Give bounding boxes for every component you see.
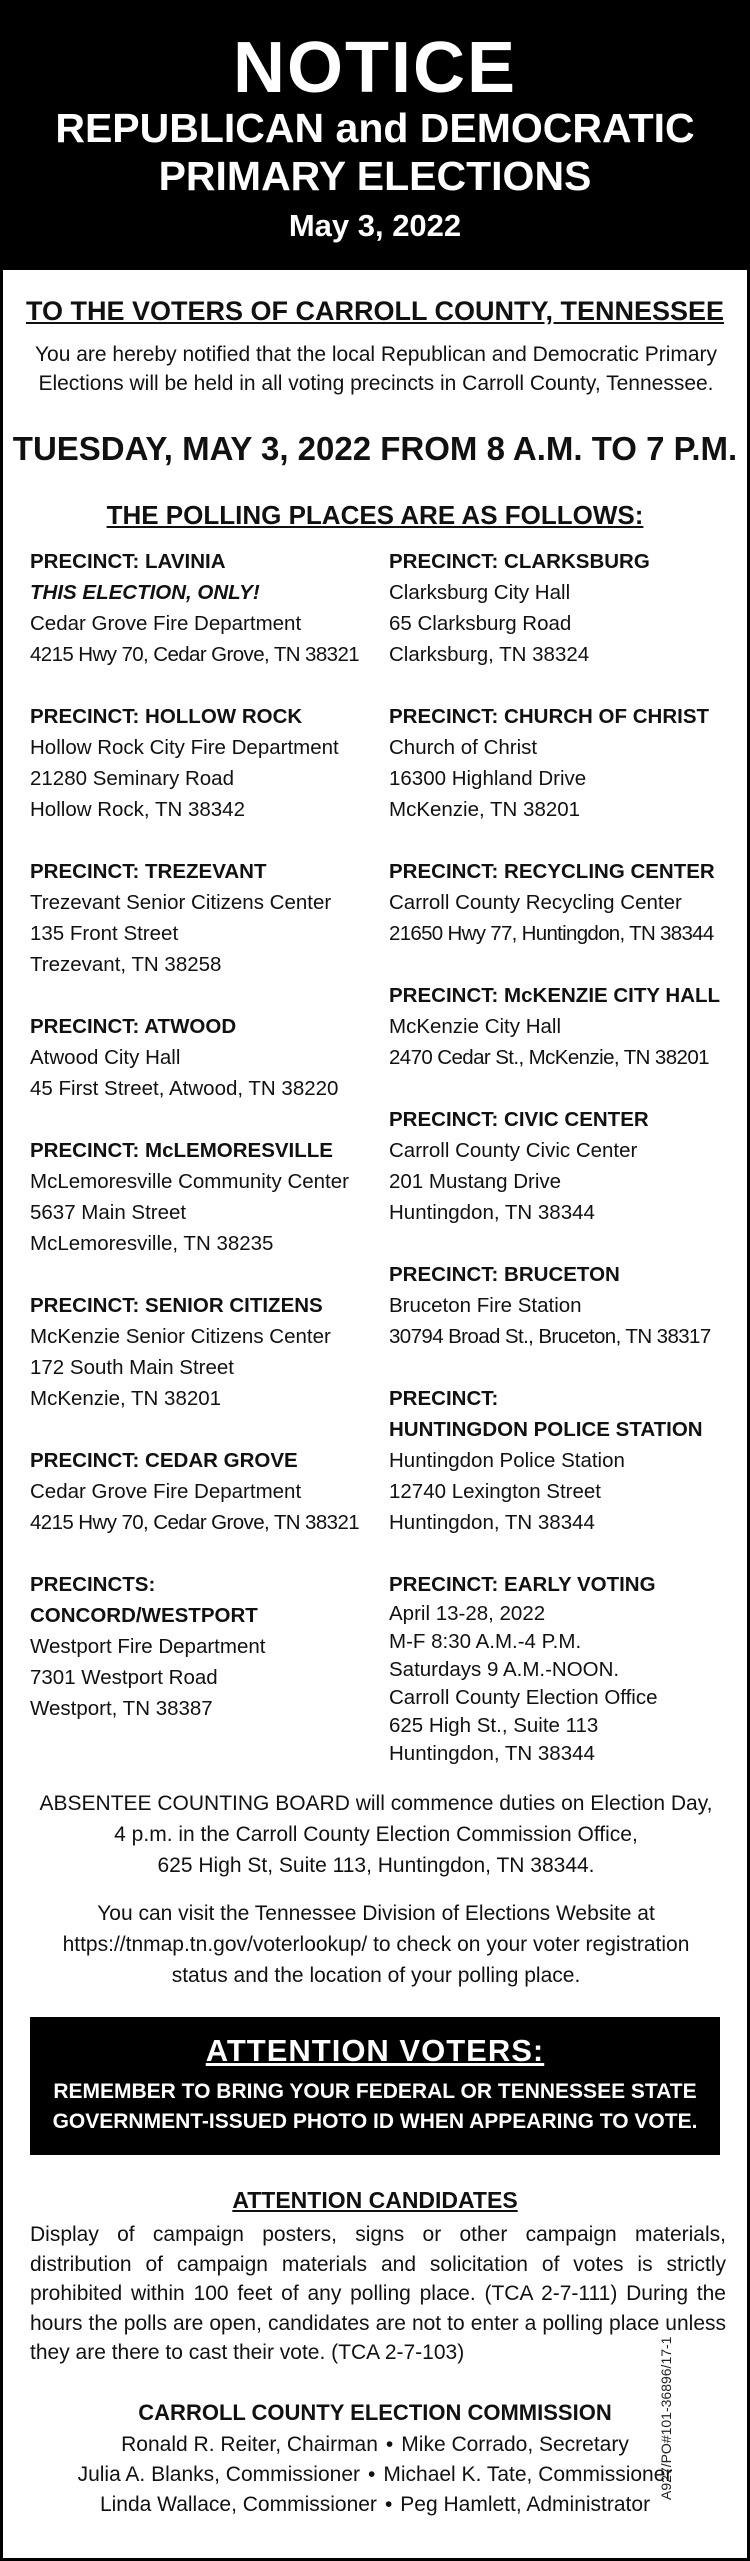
precinct-recycling-center bbox=[389, 856, 749, 949]
commission-member: Michael K. Tate, Commissioner bbox=[383, 2463, 673, 2486]
precinct-name: PRECINCT: bbox=[389, 1387, 499, 1410]
precinct-line: Church of Christ bbox=[389, 736, 538, 759]
precinct-atwood bbox=[30, 1011, 390, 1104]
header-line-1: REPUBLICAN and DEMOCRATIC bbox=[55, 105, 695, 151]
precinct-line: M-F 8:30 A.M.-4 P.M. bbox=[389, 1630, 582, 1653]
precinct-bruceton bbox=[389, 1259, 749, 1352]
precinct-early-voting bbox=[389, 1569, 749, 1768]
commission-title: CARROLL COUNTY ELECTION COMMISSION bbox=[138, 2400, 612, 2425]
precinct-name: PRECINCT: CLARKSBURG bbox=[389, 550, 650, 573]
precinct-line: McKenzie Senior Citizens Center bbox=[30, 1325, 331, 1348]
precinct-name: PRECINCT: CHURCH OF CHRIST bbox=[389, 705, 710, 728]
precinct-line: 45 First Street, Atwood, TN 38220 bbox=[30, 1077, 339, 1100]
precinct-line: Bruceton Fire Station bbox=[389, 1294, 582, 1317]
precinct-cedar-grove bbox=[30, 1445, 390, 1538]
attention-voters-line-1: REMEMBER TO BRING YOUR FEDERAL OR TENNESSEE STATE bbox=[53, 2080, 697, 2103]
absentee-line-2: 4 p.m. in the Carroll County Election Commission Office, bbox=[114, 1823, 638, 1846]
precinct-line: 2470 Cedar St., McKenzie, TN 38201 bbox=[389, 1046, 709, 1069]
precinct-line: Hollow Rock, TN 38342 bbox=[30, 798, 245, 821]
precincts-right-column bbox=[389, 546, 749, 1768]
precinct-line: 7301 Westport Road bbox=[30, 1666, 218, 1689]
absentee-notice bbox=[31, 1788, 721, 1881]
precinct-line: 5637 Main Street bbox=[30, 1201, 187, 1224]
precinct-name: PRECINCT: RECYCLING CENTER bbox=[389, 860, 715, 883]
absentee-line-3: 625 High St, Suite 113, Huntingdon, TN 38344. bbox=[157, 1854, 595, 1877]
polling-places-heading: THE POLLING PLACES ARE AS FOLLOWS: bbox=[106, 500, 644, 530]
precinct-name: PRECINCT: BRUCETON bbox=[389, 1263, 620, 1286]
website-line-3: status and the location of your polling place. bbox=[171, 1964, 581, 1987]
precinct-line: 16300 Highland Drive bbox=[389, 767, 587, 790]
header-date: May 3, 2022 bbox=[288, 208, 462, 243]
precinct-note: THIS ELECTION, ONLY! bbox=[30, 581, 260, 604]
precinct-line: Saturdays 9 A.M.-NOON. bbox=[389, 1658, 620, 1681]
precinct-name: PRECINCT: CEDAR GROVE bbox=[30, 1449, 298, 1472]
precinct-line: Hollow Rock City Fire Department bbox=[30, 736, 339, 759]
precinct-line: Huntingdon, TN 38344 bbox=[389, 1201, 595, 1224]
precinct-line: Trezevant, TN 38258 bbox=[30, 953, 222, 976]
commission-row-3 bbox=[3, 2490, 747, 2520]
precinct-line: 4215 Hwy 70, Cedar Grove, TN 38321 bbox=[30, 643, 360, 666]
bullet-separator: • bbox=[385, 2433, 394, 2456]
precinct-line: Trezevant Senior Citizens Center bbox=[30, 891, 332, 914]
precinct-line: Carroll County Civic Center bbox=[389, 1139, 638, 1162]
precinct-name: PRECINCT: LAVINIA bbox=[30, 550, 226, 573]
commission-member: Julia A. Blanks, Commissioner bbox=[77, 2463, 360, 2486]
notice-title: NOTICE bbox=[232, 28, 517, 108]
precinct-name: PRECINCT: TREZEVANT bbox=[30, 860, 267, 883]
bullet-separator: • bbox=[384, 2493, 393, 2516]
precinct-name-2: CONCORD/WESTPORT bbox=[30, 1604, 258, 1627]
precinct-line: 201 Mustang Drive bbox=[389, 1170, 562, 1193]
commission-member: Mike Corrado, Secretary bbox=[401, 2433, 629, 2456]
commission-member: Linda Wallace, Commissioner bbox=[99, 2493, 377, 2516]
precinct-line: Clarksburg City Hall bbox=[389, 581, 571, 604]
precinct-line: 625 High St., Suite 113 bbox=[389, 1714, 599, 1737]
precinct-line: Cedar Grove Fire Department bbox=[30, 612, 302, 635]
notice-body bbox=[0, 270, 750, 2561]
precinct-line: Carroll County Election Office bbox=[389, 1686, 658, 1709]
precinct-name: PRECINCT: SENIOR CITIZENS bbox=[30, 1294, 323, 1317]
precinct-civic-center bbox=[389, 1104, 749, 1228]
commission-row-1 bbox=[3, 2430, 747, 2460]
website-line-1: You can visit the Tennessee Division of Elections Website at bbox=[97, 1902, 655, 1925]
attention-candidates-title: ATTENTION CANDIDATES bbox=[232, 2187, 518, 2213]
precinct-line: 4215 Hwy 70, Cedar Grove, TN 38321 bbox=[30, 1511, 360, 1534]
precinct-line: McKenzie City Hall bbox=[389, 1015, 562, 1038]
precinct-senior-citizens bbox=[30, 1290, 390, 1414]
precinct-line: 172 South Main Street bbox=[30, 1356, 234, 1379]
bullet-separator: • bbox=[368, 2463, 376, 2486]
precinct-line: 135 Front Street bbox=[30, 922, 179, 945]
precinct-name: PRECINCT: EARLY VOTING bbox=[389, 1573, 656, 1596]
precinct-name: PRECINCT: ATWOOD bbox=[30, 1015, 237, 1038]
precinct-line: Huntingdon Police Station bbox=[389, 1449, 625, 1472]
precinct-line: Clarksburg, TN 38324 bbox=[389, 643, 590, 666]
precinct-name: PRECINCT: HOLLOW ROCK bbox=[30, 705, 303, 728]
precinct-mclemoresville bbox=[30, 1135, 390, 1259]
precinct-line: 30794 Broad St., Bruceton, TN 38317 bbox=[389, 1325, 711, 1348]
commission-member: Ronald R. Reiter, Chairman bbox=[121, 2433, 378, 2456]
precinct-line: Huntingdon, TN 38344 bbox=[389, 1511, 595, 1534]
precinct-line: April 13-28, 2022 bbox=[389, 1602, 546, 1625]
commission-row-2 bbox=[3, 2460, 747, 2490]
attention-voters-title: ATTENTION VOTERS: bbox=[205, 2033, 545, 2068]
precinct-line: Atwood City Hall bbox=[30, 1046, 181, 1069]
precincts-left-column bbox=[30, 546, 390, 1724]
precinct-huntingdon-police-station bbox=[389, 1383, 749, 1538]
website-line-2: https://tnmap.tn.gov/voterlookup/ to check on your voter registration bbox=[62, 1933, 690, 1956]
header-line-2: PRIMARY ELECTIONS bbox=[158, 153, 592, 199]
absentee-line-1: ABSENTEE COUNTING BOARD will commence duties on Election Day, bbox=[39, 1792, 713, 1815]
precinct-line: Huntingdon, TN 38344 bbox=[389, 1742, 595, 1765]
precinct-mckenzie-city-hall bbox=[389, 980, 749, 1073]
precinct-lavinia bbox=[30, 546, 390, 670]
notice-header bbox=[0, 0, 750, 270]
precinct-name: PRECINCT: CIVIC CENTER bbox=[389, 1108, 649, 1131]
precinct-name: PRECINCT: McKENZIE CITY HALL bbox=[389, 984, 721, 1007]
to-voters-heading: TO THE VOTERS OF CARROLL COUNTY, TENNESSEE bbox=[25, 296, 725, 326]
precinct-line: McKenzie, TN 38201 bbox=[389, 798, 581, 821]
precinct-hollow-rock bbox=[30, 701, 390, 825]
ad-code: A927/PO#101-36896/17-1 bbox=[658, 2336, 674, 2500]
election-time: TUESDAY, MAY 3, 2022 FROM 8 A.M. TO 7 P.M. bbox=[12, 430, 738, 467]
precinct-clarksburg bbox=[389, 546, 749, 670]
precinct-name: PRECINCT: McLEMORESVILLE bbox=[30, 1139, 333, 1162]
precinct-name: PRECINCTS: bbox=[30, 1573, 156, 1596]
precinct-line: Cedar Grove Fire Department bbox=[30, 1480, 302, 1503]
precinct-concord-westport bbox=[30, 1569, 390, 1724]
precinct-line: Westport, TN 38387 bbox=[30, 1697, 213, 1720]
precinct-line: Carroll County Recycling Center bbox=[389, 891, 682, 914]
precinct-line: McLemoresville Community Center bbox=[30, 1170, 349, 1193]
precinct-line: 65 Clarksburg Road bbox=[389, 612, 572, 635]
intro-text: You are hereby notified that the local Republican and Democratic Primary Elections will be held in all voting precincts in Carroll County, Tennessee. bbox=[34, 343, 718, 395]
attention-voters-line-2: GOVERNMENT-ISSUED PHOTO ID WHEN APPEARING TO VOTE. bbox=[52, 2110, 698, 2133]
precinct-line: McKenzie, TN 38201 bbox=[30, 1387, 222, 1410]
precinct-church-of-christ bbox=[389, 701, 749, 825]
attention-voters-box bbox=[30, 2017, 720, 2155]
website-notice bbox=[31, 1898, 721, 1991]
commission-member: Peg Hamlett, Administrator bbox=[400, 2493, 651, 2516]
precinct-line: 12740 Lexington Street bbox=[389, 1480, 601, 1503]
precinct-name-2: HUNTINGDON POLICE STATION bbox=[389, 1418, 703, 1441]
precinct-line: 21280 Seminary Road bbox=[30, 767, 234, 790]
attention-candidates-text: Display of campaign posters, signs or other campaign materials, distribution of campaign materials and solicitation of votes is strictly prohibited within 100 feet of any polling place. (TCA 2-7-111) During the hours the polls are open, candidates are not to enter a polling place unless they are there to cast their vote. (TCA 2-7-103) bbox=[30, 2223, 726, 2364]
precinct-line: McLemoresville, TN 38235 bbox=[30, 1232, 274, 1255]
precinct-line: Westport Fire Department bbox=[30, 1635, 266, 1658]
precinct-trezevant bbox=[30, 856, 390, 980]
precinct-line: 21650 Hwy 77, Huntingdon, TN 38344 bbox=[389, 922, 714, 945]
